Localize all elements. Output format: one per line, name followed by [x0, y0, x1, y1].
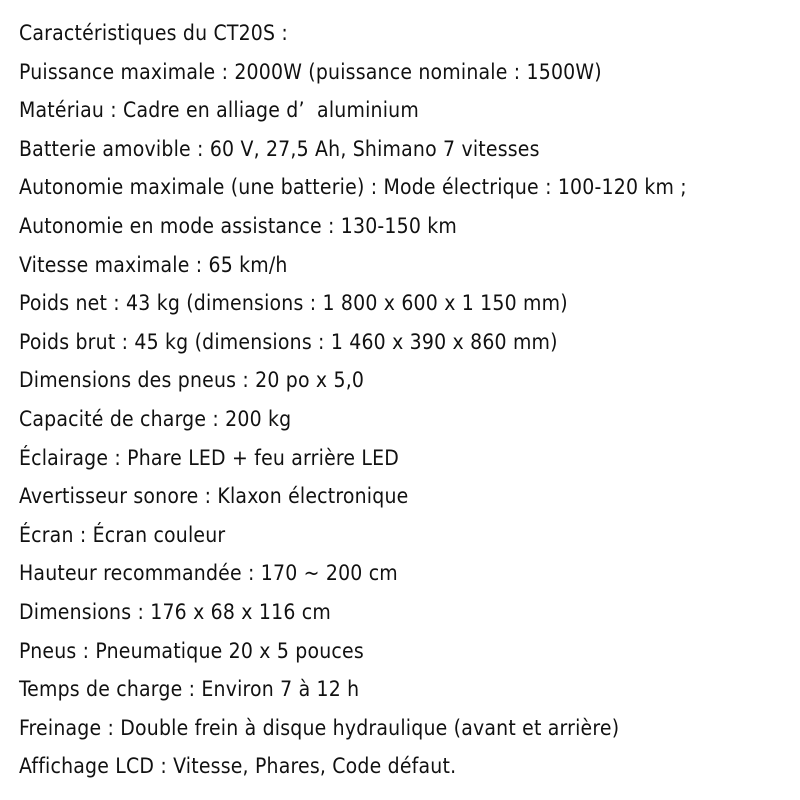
spec-line-material: Matériau : Cadre en alliage d’ aluminium: [19, 98, 419, 123]
spec-line-load-capacity: Capacité de charge : 200 kg: [19, 406, 292, 431]
spec-line-lighting: Éclairage : Phare LED + feu arrière LED: [19, 445, 400, 470]
spec-line-recommended-height: Hauteur recommandée : 170 ~ 200 cm: [19, 561, 398, 586]
spec-line-max-range: Autonomie maximale (une batterie) : Mode électrique : 100-120 km ;: [19, 175, 687, 200]
spec-sheet: [19, 14, 789, 786]
spec-line-battery: Batterie amovible : 60 V, 27,5 Ah, Shimano 7 vitesses: [19, 136, 540, 161]
spec-line-horn: Avertisseur sonore : Klaxon électronique: [19, 484, 409, 509]
spec-line-max-speed: Vitesse maximale : 65 km/h: [19, 252, 288, 277]
spec-line-assist-range: Autonomie en mode assistance : 130-150 km: [19, 213, 458, 238]
spec-line-gross-weight: Poids brut : 45 kg (dimensions : 1 460 x 390 x 860 mm): [19, 329, 558, 354]
spec-line-max-power: Puissance maximale : 2000W (puissance nominale : 1500W): [19, 59, 602, 84]
spec-line-dimensions: Dimensions : 176 x 68 x 116 cm: [19, 599, 331, 624]
spec-line-lcd-display: Affichage LCD : Vitesse, Phares, Code défaut.: [19, 754, 457, 779]
spec-line-screen: Écran : Écran couleur: [19, 522, 226, 547]
spec-title: Caractéristiques du CT20S :: [19, 21, 288, 45]
spec-line-braking: Freinage : Double frein à disque hydraulique (avant et arrière): [19, 715, 620, 740]
spec-line-charging-time: Temps de charge : Environ 7 à 12 h: [19, 677, 360, 702]
spec-line-tire-size: Dimensions des pneus : 20 po x 5,0: [19, 368, 365, 393]
spec-line-net-weight: Poids net : 43 kg (dimensions : 1 800 x 600 x 1 150 mm): [19, 291, 568, 316]
spec-line-tires: Pneus : Pneumatique 20 x 5 pouces: [19, 638, 364, 663]
